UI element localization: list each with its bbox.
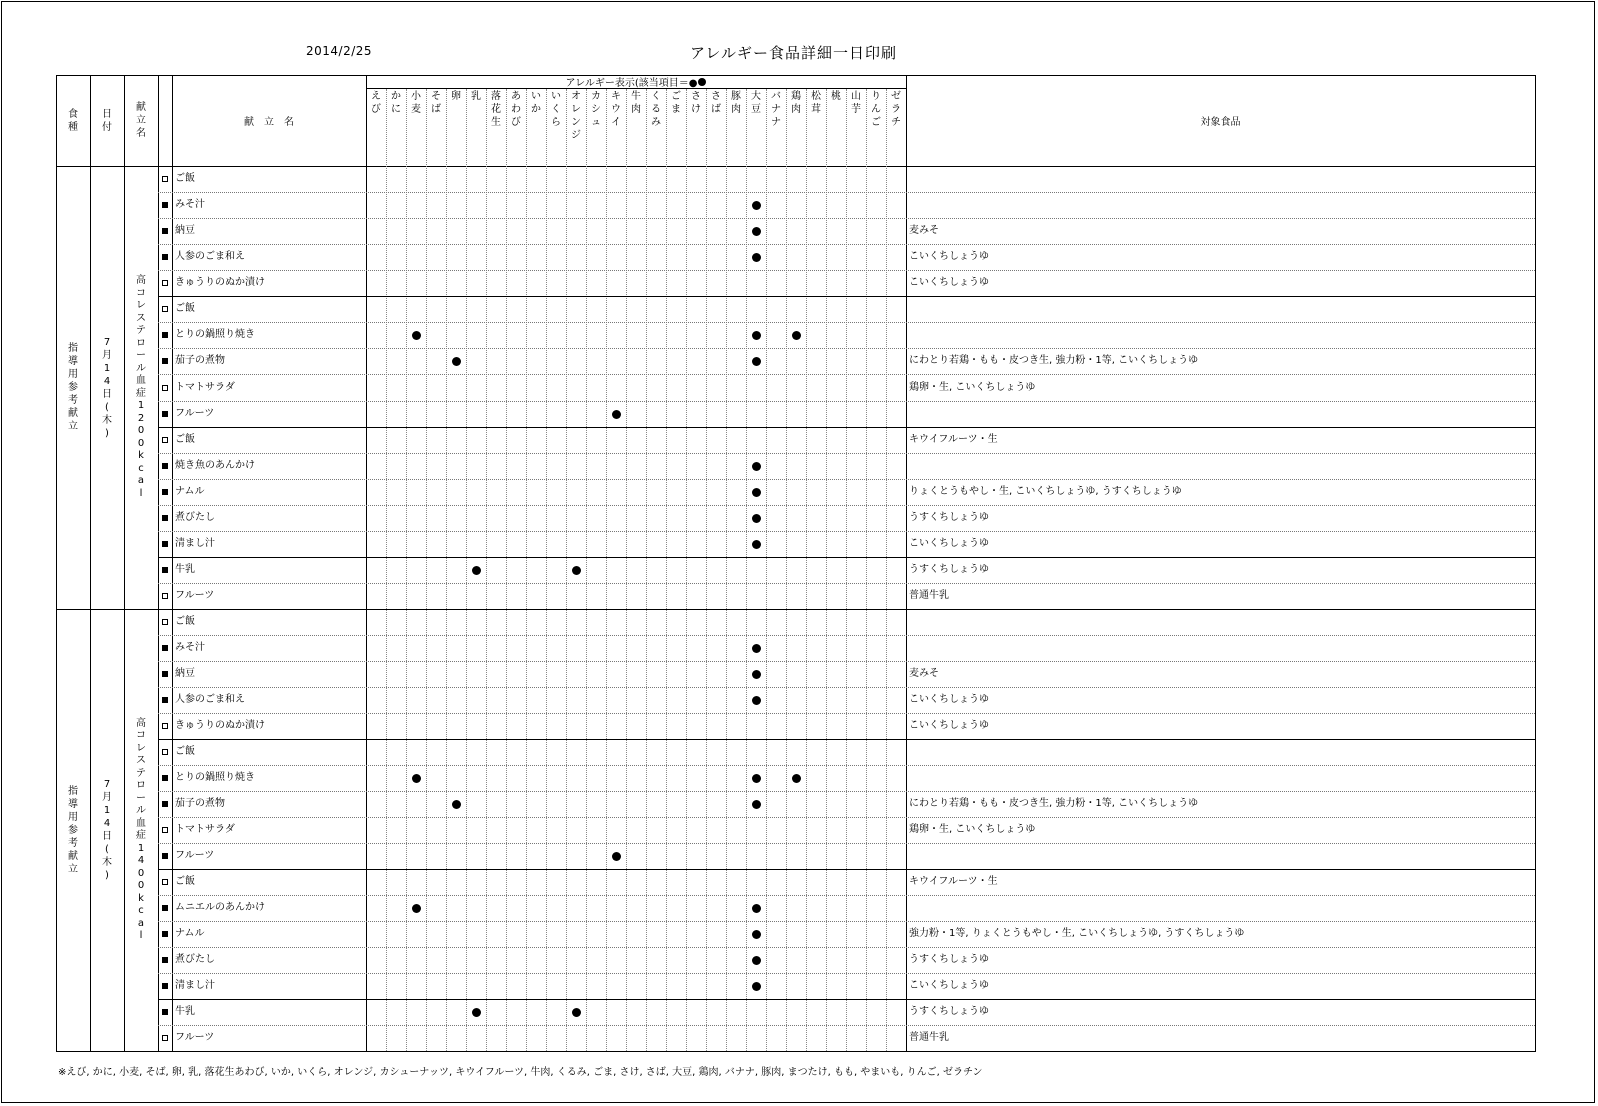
rule-line bbox=[366, 75, 367, 1051]
row-divider bbox=[158, 270, 1535, 271]
unchecked-box-icon[interactable] bbox=[162, 1035, 168, 1041]
rule-line bbox=[158, 296, 1535, 297]
checked-box-icon[interactable] bbox=[162, 775, 168, 781]
rule-line bbox=[56, 609, 1535, 610]
allergen-marker bbox=[472, 566, 481, 575]
checked-box-icon[interactable] bbox=[162, 983, 168, 989]
allergen-marker bbox=[412, 904, 421, 913]
checked-box-icon[interactable] bbox=[162, 332, 168, 338]
allergen-header: 鶏 肉 bbox=[791, 91, 801, 115]
unchecked-box-icon[interactable] bbox=[162, 593, 168, 599]
dish-name: とりの鍋照り焼き bbox=[175, 772, 255, 783]
column-divider bbox=[506, 89, 507, 1051]
dish-name: ご飯 bbox=[175, 876, 195, 887]
target-foods: こいくちしょうゆ bbox=[909, 720, 989, 731]
print-date: 2014/2/25 bbox=[306, 44, 373, 58]
row-divider bbox=[158, 635, 1535, 636]
allergen-header: ゼ ラ チ bbox=[891, 91, 901, 128]
row-divider bbox=[158, 713, 1535, 714]
column-divider bbox=[426, 89, 427, 1051]
column-divider bbox=[586, 89, 587, 1051]
row-divider bbox=[158, 505, 1535, 506]
allergen-marker bbox=[792, 331, 801, 340]
allergen-header: オ レ ン ジ bbox=[571, 91, 581, 141]
allergen-marker bbox=[752, 774, 761, 783]
allergen-header: カ シ ュ bbox=[591, 91, 601, 128]
dish-name: 清まし汁 bbox=[175, 538, 215, 549]
row-divider bbox=[158, 192, 1535, 193]
row-divider bbox=[158, 661, 1535, 662]
checked-box-icon[interactable] bbox=[162, 957, 168, 963]
checked-box-icon[interactable] bbox=[162, 515, 168, 521]
row-divider bbox=[158, 348, 1535, 349]
target-foods: 普通牛乳 bbox=[909, 590, 949, 601]
dish-name: きゅうりのぬか漬け bbox=[175, 720, 265, 731]
column-divider bbox=[626, 89, 627, 1051]
allergen-marker bbox=[752, 644, 761, 653]
row-divider bbox=[158, 322, 1535, 323]
target-foods: 麦みそ bbox=[909, 225, 939, 236]
column-divider bbox=[826, 89, 827, 1051]
date-cell: 7 月 1 4 日 ( 木 ) bbox=[102, 779, 112, 881]
checked-box-icon[interactable] bbox=[162, 228, 168, 234]
allergen-header: さ ば bbox=[711, 91, 721, 115]
row-divider bbox=[158, 687, 1535, 688]
target-foods: こいくちしょうゆ bbox=[909, 980, 989, 991]
unchecked-box-icon[interactable] bbox=[162, 879, 168, 885]
unchecked-box-icon[interactable] bbox=[162, 176, 168, 182]
target-foods: キウイフルーツ・生 bbox=[909, 876, 998, 887]
target-foods: にわとり若鶏・もも・皮つき生, 強力粉・1等, こいくちしょうゆ bbox=[909, 355, 1199, 366]
allergen-header: 乳 bbox=[471, 91, 481, 102]
rule-line bbox=[158, 739, 1535, 740]
column-divider bbox=[686, 89, 687, 1051]
column-divider bbox=[606, 89, 607, 1051]
row-divider bbox=[158, 401, 1535, 402]
row-divider bbox=[158, 374, 1535, 375]
rule-line bbox=[172, 75, 173, 1051]
row-divider bbox=[158, 531, 1535, 532]
row-divider bbox=[158, 1025, 1535, 1026]
dish-name: ナムル bbox=[175, 486, 205, 497]
checked-box-icon[interactable] bbox=[162, 931, 168, 937]
dish-name: 納豆 bbox=[175, 668, 195, 679]
checked-box-icon[interactable] bbox=[162, 1009, 168, 1015]
checked-box-icon[interactable] bbox=[162, 645, 168, 651]
column-divider bbox=[446, 89, 447, 1051]
dish-name: とりの鍋照り焼き bbox=[175, 329, 255, 340]
allergen-marker bbox=[752, 514, 761, 523]
menu-name-cell: 高 コ レ ス テ ロ ー ル 血 症 1 4 0 0 k c a l bbox=[136, 717, 146, 941]
allergen-header: 小 麦 bbox=[411, 91, 421, 115]
target-foods: こいくちしょうゆ bbox=[909, 538, 989, 549]
allergen-header: 大 豆 bbox=[751, 91, 761, 115]
allergen-marker bbox=[752, 331, 761, 340]
target-foods-header: 対象食品 bbox=[1200, 117, 1241, 128]
allergen-marker bbox=[612, 410, 621, 419]
column-divider bbox=[726, 89, 727, 1051]
dish-name: 茄子の煮物 bbox=[175, 798, 225, 809]
dish-name: ご飯 bbox=[175, 746, 195, 757]
dish-name: ナムル bbox=[175, 928, 205, 939]
target-foods: うすくちしょうゆ bbox=[909, 564, 989, 575]
rule-line bbox=[158, 75, 159, 1051]
allergen-header: 山 芋 bbox=[851, 91, 861, 115]
unchecked-box-icon[interactable] bbox=[162, 619, 168, 625]
date-header: 日 付 bbox=[102, 108, 112, 133]
target-foods: 普通牛乳 bbox=[909, 1032, 949, 1043]
meal-type-cell: 指 導 用 参 考 献 立 bbox=[68, 343, 78, 432]
target-foods: こいくちしょうゆ bbox=[909, 251, 989, 262]
column-divider bbox=[486, 89, 487, 1051]
row-divider bbox=[158, 843, 1535, 844]
allergen-header: バ ナ ナ bbox=[771, 91, 781, 128]
unchecked-box-icon[interactable] bbox=[162, 280, 168, 286]
checked-box-icon[interactable] bbox=[162, 254, 168, 260]
allergen-marker bbox=[572, 1008, 581, 1017]
row-divider bbox=[158, 921, 1535, 922]
menu-name-header: 献 立 名 bbox=[136, 102, 146, 139]
dish-name: 納豆 bbox=[175, 225, 195, 236]
target-foods: 麦みそ bbox=[909, 668, 939, 679]
dish-name: トマトサラダ bbox=[175, 824, 235, 835]
column-divider bbox=[546, 89, 547, 1051]
column-divider bbox=[466, 89, 467, 1051]
allergen-marker bbox=[752, 201, 761, 210]
allergen-marker bbox=[752, 800, 761, 809]
allergen-marker bbox=[752, 227, 761, 236]
column-divider bbox=[806, 89, 807, 1051]
row-divider bbox=[158, 973, 1535, 974]
allergen-marker bbox=[752, 357, 761, 366]
row-divider bbox=[158, 453, 1535, 454]
allergen-marker bbox=[752, 462, 761, 471]
row-divider bbox=[158, 583, 1535, 584]
allergen-header: 豚 肉 bbox=[731, 91, 741, 115]
dish-name: トマトサラダ bbox=[175, 382, 235, 393]
row-divider bbox=[158, 895, 1535, 896]
checked-box-icon[interactable] bbox=[162, 202, 168, 208]
row-divider bbox=[158, 947, 1535, 948]
rule-line bbox=[158, 427, 1535, 428]
allergen-header: そ ば bbox=[431, 91, 441, 115]
dish-name: 人参のごま和え bbox=[175, 694, 245, 705]
unchecked-box-icon[interactable] bbox=[162, 827, 168, 833]
checked-box-icon[interactable] bbox=[162, 463, 168, 469]
allergy-banner bbox=[366, 75, 906, 88]
rule-line bbox=[56, 1051, 1535, 1052]
dish-name: ご飯 bbox=[175, 616, 195, 627]
dish-name: 清まし汁 bbox=[175, 980, 215, 991]
dish-name: フルーツ bbox=[175, 590, 215, 601]
allergen-marker bbox=[752, 956, 761, 965]
target-foods: うすくちしょうゆ bbox=[909, 954, 989, 965]
dish-name: 煮びたし bbox=[175, 512, 215, 523]
unchecked-box-icon[interactable] bbox=[162, 306, 168, 312]
column-divider bbox=[886, 89, 887, 1051]
target-foods: こいくちしょうゆ bbox=[909, 694, 989, 705]
column-divider bbox=[406, 89, 407, 1051]
allergen-header: い く ら bbox=[551, 91, 561, 128]
target-foods: こいくちしょうゆ bbox=[909, 277, 989, 288]
allergen-marker bbox=[792, 774, 801, 783]
target-foods: うすくちしょうゆ bbox=[909, 512, 989, 523]
column-divider bbox=[706, 89, 707, 1051]
page-title: アレルギー食品詳細一日印刷 bbox=[690, 44, 898, 62]
allergen-header: キ ウ イ bbox=[611, 91, 621, 128]
dish-name-header: 献 立 名 bbox=[244, 117, 294, 128]
target-foods: キウイフルーツ・生 bbox=[909, 434, 998, 445]
allergy-banner-label: アレルギー表示(該当項目＝● bbox=[565, 78, 698, 89]
allergen-header: 松 茸 bbox=[811, 91, 821, 115]
row-divider bbox=[158, 791, 1535, 792]
unchecked-box-icon[interactable] bbox=[162, 437, 168, 443]
dish-name: フルーツ bbox=[175, 850, 215, 861]
target-foods: にわとり若鶏・もも・皮つき生, 強力粉・1等, こいくちしょうゆ bbox=[909, 798, 1199, 809]
target-foods: 鶏卵・生, こいくちしょうゆ bbox=[909, 824, 1036, 835]
row-divider bbox=[158, 817, 1535, 818]
dish-name: みそ汁 bbox=[175, 199, 205, 210]
dish-name: ムニエルのあんかけ bbox=[175, 902, 265, 913]
allergen-marker bbox=[412, 774, 421, 783]
row-divider bbox=[158, 244, 1535, 245]
allergen-header: ご ま bbox=[671, 91, 681, 115]
unchecked-box-icon[interactable] bbox=[162, 385, 168, 391]
allergen-marker bbox=[752, 670, 761, 679]
allergen-header: 牛 肉 bbox=[631, 91, 641, 115]
dish-name: 煮びたし bbox=[175, 954, 215, 965]
dish-name: 茄子の煮物 bbox=[175, 355, 225, 366]
filled-circle-icon bbox=[698, 78, 706, 86]
meal-type-cell: 指 導 用 参 考 献 立 bbox=[68, 785, 78, 875]
target-foods: りょくとうもやし・生, こいくちしょうゆ, うすくちしょうゆ bbox=[909, 486, 1182, 497]
allergen-header: え び bbox=[371, 91, 381, 115]
allergen-marker bbox=[752, 904, 761, 913]
checked-box-icon[interactable] bbox=[162, 697, 168, 703]
dish-name: 焼き魚のあんかけ bbox=[175, 460, 255, 471]
column-divider bbox=[866, 89, 867, 1051]
checked-box-icon[interactable] bbox=[162, 411, 168, 417]
dish-name: フルーツ bbox=[175, 1032, 215, 1043]
dish-name: フルーツ bbox=[175, 408, 215, 419]
rule-line bbox=[1535, 75, 1536, 1052]
allergen-header: 落 花 生 bbox=[491, 91, 501, 128]
allergen-marker bbox=[752, 696, 761, 705]
column-divider bbox=[746, 89, 747, 1051]
column-divider bbox=[666, 89, 667, 1051]
column-divider bbox=[646, 89, 647, 1051]
allergen-header: か に bbox=[391, 91, 401, 115]
allergen-marker bbox=[572, 566, 581, 575]
allergen-marker bbox=[452, 800, 461, 809]
checked-box-icon[interactable] bbox=[162, 853, 168, 859]
allergen-header: く る み bbox=[651, 91, 661, 128]
rule-line bbox=[158, 999, 1535, 1000]
allergen-header: 桃 bbox=[831, 91, 841, 102]
menu-name-cell: 高 コ レ ス テ ロ ー ル 血 症 1 2 0 0 k c a l bbox=[136, 275, 146, 499]
dish-name: ご飯 bbox=[175, 434, 195, 445]
unchecked-box-icon[interactable] bbox=[162, 723, 168, 729]
checked-box-icon[interactable] bbox=[162, 541, 168, 547]
rule-line bbox=[906, 75, 907, 1051]
checked-box-icon[interactable] bbox=[162, 905, 168, 911]
rule-line bbox=[158, 869, 1535, 870]
allergen-marker bbox=[752, 982, 761, 991]
rule-line bbox=[56, 166, 1535, 167]
date-cell: 7 月 1 4 日 ( 木 ) bbox=[102, 336, 112, 439]
row-divider bbox=[158, 218, 1535, 219]
dish-name: ご飯 bbox=[175, 303, 195, 314]
allergen-footnote: ※えび, かに, 小麦, そば, 卵, 乳, 落花生あわび, いか, いくら, オレンジ, カシューナッツ, キウイフルーツ, 牛肉, くるみ, ごま, さけ, さば, 大豆, 鶏肉, バナナ, 豚肉, まつたけ, もも, やまいも, りんご, ゼラチン bbox=[58, 1067, 983, 1078]
column-divider bbox=[386, 89, 387, 1051]
allergen-marker bbox=[612, 852, 621, 861]
allergen-marker bbox=[752, 488, 761, 497]
allergen-marker bbox=[412, 331, 421, 340]
allergen-marker bbox=[452, 357, 461, 366]
allergen-header: 卵 bbox=[451, 91, 461, 102]
column-divider bbox=[526, 89, 527, 1051]
column-divider bbox=[846, 89, 847, 1051]
dish-name: 牛乳 bbox=[175, 564, 195, 575]
column-divider bbox=[566, 89, 567, 1051]
checked-box-icon[interactable] bbox=[162, 358, 168, 364]
dish-name: ご飯 bbox=[175, 173, 195, 184]
unchecked-box-icon[interactable] bbox=[162, 749, 168, 755]
rule-line bbox=[158, 557, 1535, 558]
dish-name: きゅうりのぬか漬け bbox=[175, 277, 265, 288]
allergen-marker bbox=[472, 1008, 481, 1017]
allergen-header: さ け bbox=[691, 91, 701, 115]
dish-name: 人参のごま和え bbox=[175, 251, 245, 262]
dish-name: みそ汁 bbox=[175, 642, 205, 653]
allergen-header: い か bbox=[531, 91, 541, 115]
column-divider bbox=[766, 89, 767, 1051]
row-divider bbox=[158, 479, 1535, 480]
checked-box-icon[interactable] bbox=[162, 567, 168, 573]
allergen-marker bbox=[752, 253, 761, 262]
dish-name: 牛乳 bbox=[175, 1006, 195, 1017]
allergen-header: り ん ご bbox=[871, 91, 881, 128]
target-foods: うすくちしょうゆ bbox=[909, 1006, 989, 1017]
allergen-header: あ わ び bbox=[511, 91, 521, 128]
checked-box-icon[interactable] bbox=[162, 671, 168, 677]
row-divider bbox=[158, 765, 1535, 766]
checked-box-icon[interactable] bbox=[162, 489, 168, 495]
meal-type-header: 食 種 bbox=[68, 108, 78, 133]
column-divider bbox=[786, 89, 787, 1051]
target-foods: 鶏卵・生, こいくちしょうゆ bbox=[909, 382, 1036, 393]
target-foods: 強力粉・1等, りょくとうもやし・生, こいくちしょうゆ, うすくちしょうゆ bbox=[909, 928, 1245, 939]
checked-box-icon[interactable] bbox=[162, 801, 168, 807]
allergen-marker bbox=[752, 930, 761, 939]
allergen-marker bbox=[752, 540, 761, 549]
